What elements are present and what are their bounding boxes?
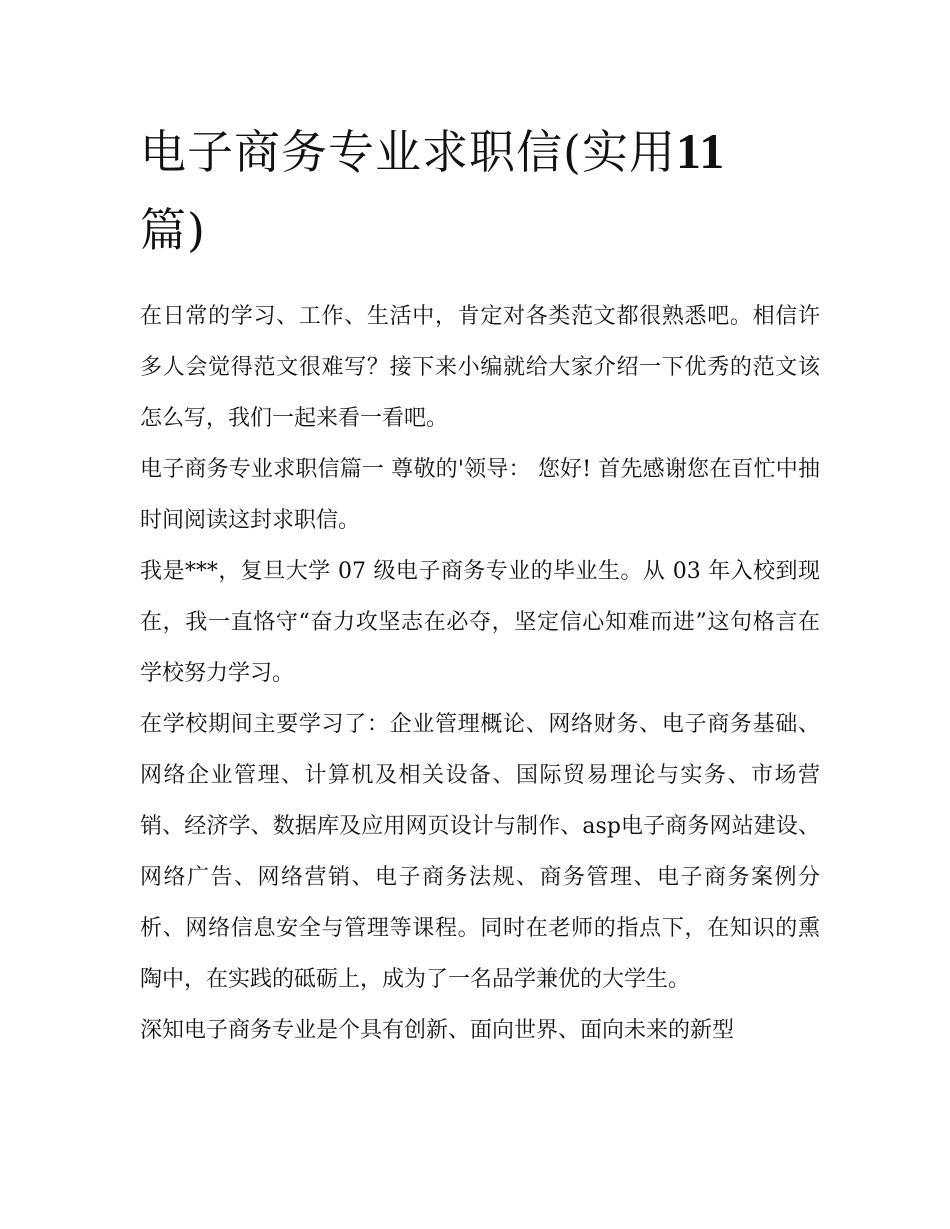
paragraph-major: 深知电子商务专业是个具有创新、面向世界、面向未来的新型 [140, 1018, 735, 1043]
title-number: 11 [675, 123, 726, 179]
paragraph-intro: 在日常的学习、工作、生活中，肯定对各类范文都很熟悉吧。相信许多人会觉得范文很难写？接下来小编就给大家介绍一下优秀的范文该怎么写，我们一起来看一看吧。 [140, 304, 820, 431]
paragraph-self-intro: 我是***，复旦大学 07 级电子商务专业的毕业生。从 03 年入校到现在，我一直恪守“奋力攻坚志在必夺，坚定信心知难而进”这句格言在学校努力学习。 [140, 559, 820, 686]
document-title [140, 112, 820, 269]
title-main: 电子商务专业求职信(实用 [140, 125, 676, 179]
paragraph-courses: 在学校期间主要学习了：企业管理概论、网络财务、电子商务基础、网络企业管理、计算机及相关设备、国际贸易理论与实务、市场营销、经济学、数据库及应用网页设计与制作、asp电子商务网站建设、网络广告、网络营销、电子商务法规、商务管理、电子商务案例分析、网络信息安全与管理等课程。同时在老师的指点下，在知识的熏陶中，在实践的砥砺上，成为了一名品学兼优的大学生。 [140, 712, 820, 992]
title-end: 篇) [140, 203, 206, 257]
document-body [140, 291, 820, 1056]
document-page [140, 112, 820, 1056]
paragraph-greeting: 电子商务专业求职信篇一 尊敬的'领导： 您好! 首先感谢您在百忙中抽时间阅读这封求职信。 [140, 457, 820, 533]
